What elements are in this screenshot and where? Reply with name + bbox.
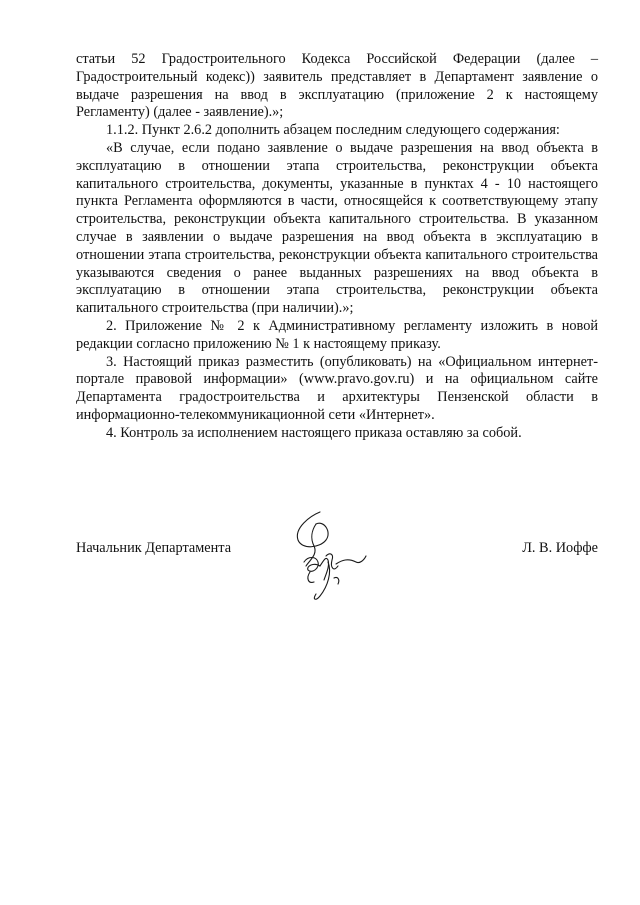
paragraph-quote: «В случае, если подано заявление о выдаче разрешения на ввод объекта в эксплуатацию в отношении этапа строительства, реконструкции объекта капитального строительства, документы, указанные в пунктах 4 - 10 настоящего пункта Регламента оформляются в части, относящейся к соответствующему этапу строительства, реконструкции объекта капитального строительства. В указанном случае в заявлении о выдаче разрешения на ввод объекта в эксплуатацию в отношении этапа строительства, реконструкции объекта капитального строительства указываются сведения о ранее выданных разрешениях на ввод объекта в эксплуатацию в отношении этапа строительства, реконструкции объекта капитального строительства (при наличии).»; bbox=[76, 139, 598, 317]
paragraph-3: 3. Настоящий приказ разместить (опубликовать) на «Официальном интернет-портале правовой информации» (www.pravo.gov.ru) и на официальном сайте Департамента градостроительства и архитектуры Пензенской области в информационно-телекоммуникационной сети «Интернет». bbox=[76, 353, 598, 423]
document-body bbox=[76, 51, 598, 443]
signatory-name: Л. В. Иоффе bbox=[522, 540, 598, 556]
signatory-role: Начальник Департамента bbox=[76, 540, 232, 556]
paragraph-1-1-2: 1.1.2. Пункт 2.6.2 дополнить абзацем последним следующего содержания: bbox=[106, 122, 560, 139]
paragraph-continuation: статьи 52 Градостроительного Кодекса Российской Федерации (далее – Градостроительный кодекс)) заявитель представляет в Департамент заявление о выдаче разрешения на ввод в эксплуатацию (приложение 2 к настоящему Регламенту) (далее - заявление).»; bbox=[76, 51, 598, 121]
handwritten-signature bbox=[280, 500, 370, 605]
paragraph-2: 2. Приложение № 2 к Административному регламенту изложить в новой редакции согласно приложению № 1 к настоящему приказу. bbox=[76, 317, 598, 352]
paragraph-4: 4. Контроль за исполнением настоящего приказа оставляю за собой. bbox=[106, 424, 522, 441]
